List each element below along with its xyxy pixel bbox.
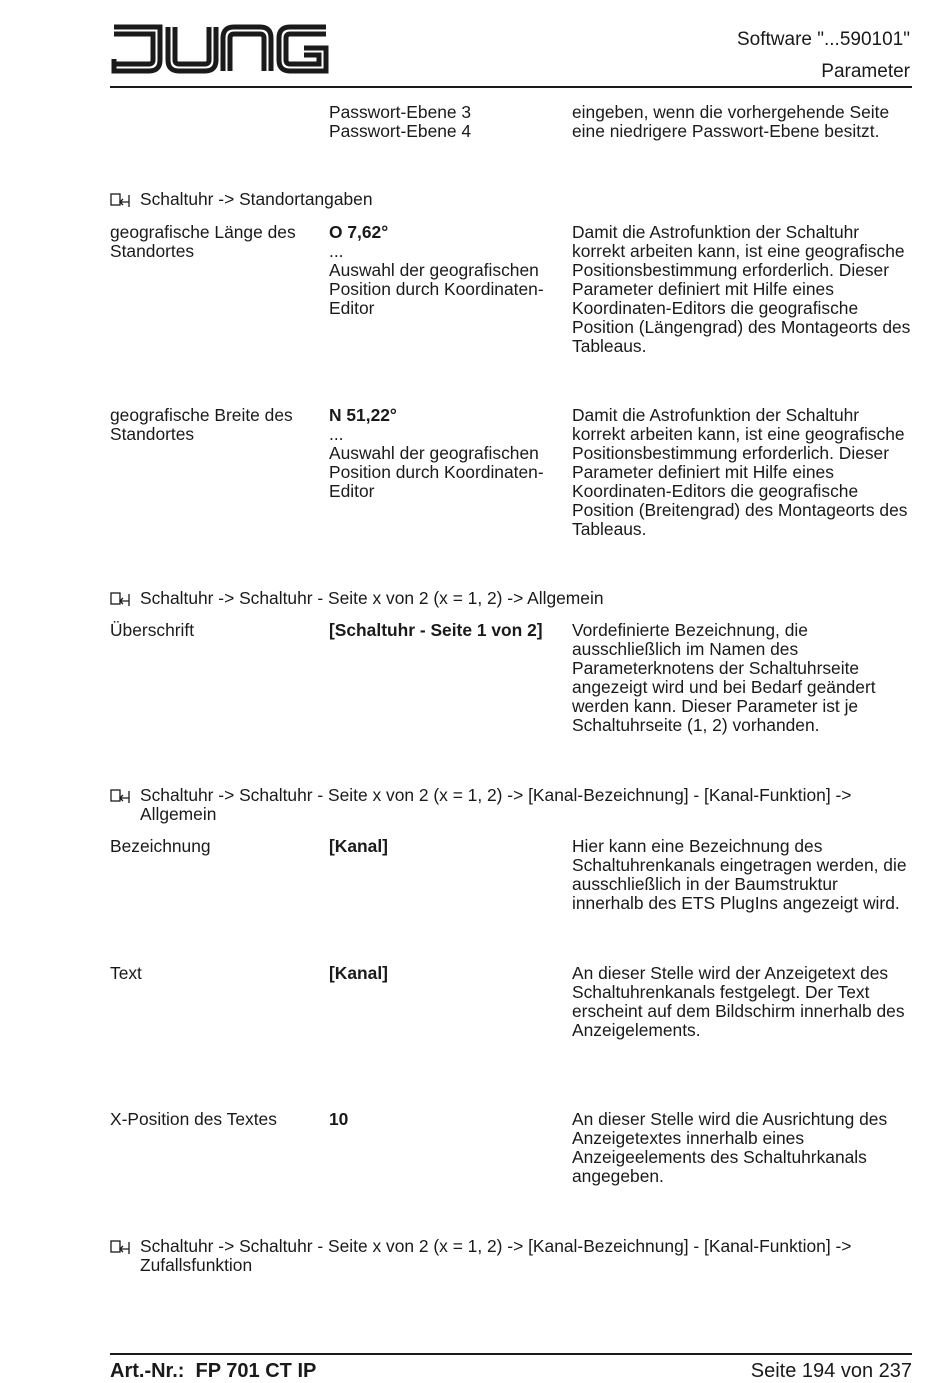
parameter-table bbox=[110, 103, 914, 1275]
default-value: [Kanal] bbox=[329, 963, 388, 983]
table-row bbox=[110, 223, 914, 356]
parameter-name: Text bbox=[110, 963, 142, 983]
default-value: [Schaltuhr - Seite 1 von 2] bbox=[329, 620, 543, 640]
parameter-node-icon bbox=[110, 589, 132, 608]
parameter-node-icon bbox=[110, 1237, 132, 1256]
option-text: ... Auswahl der geografischen Position durch Koordinaten-Editor bbox=[329, 241, 544, 318]
parameter-name: Überschrift bbox=[110, 620, 195, 640]
page-header-info bbox=[737, 24, 910, 88]
page-number: Seite 194 von 237 bbox=[750, 1360, 912, 1382]
parameter-name: X-Position des Textes bbox=[110, 1109, 277, 1129]
jung-logo bbox=[110, 22, 330, 76]
table-row bbox=[110, 1110, 914, 1186]
default-value: O 7,62° bbox=[329, 222, 389, 242]
table-row bbox=[110, 406, 914, 539]
option-text: ... Auswahl der geografischen Position durch Koordinaten-Editor bbox=[329, 424, 544, 501]
default-value: N 51,22° bbox=[329, 405, 397, 425]
section-heading-text: Schaltuhr -> Schaltuhr - Seite x von 2 (x = 1, 2) -> [Kanal-Bezeichnung] - [Kanal-Funktion] -> Allgemein bbox=[140, 785, 852, 824]
parameter-name: geografische Breite des Standortes bbox=[110, 405, 293, 444]
table-row bbox=[110, 964, 914, 1040]
parameter-node-icon bbox=[110, 786, 132, 805]
section-heading bbox=[110, 589, 914, 608]
table-row bbox=[110, 103, 914, 141]
description-text: Damit die Astrofunktion der Schaltuhr korrekt arbeiten kann, ist eine geografische Positionsbestimmung erforderlich. Dieser Parameter definiert mit Hilfe eines Koordinaten-Editors die geografische Position (Längengrad) des Montageorts des Tableaus. bbox=[572, 222, 911, 356]
table-row bbox=[110, 621, 914, 735]
software-version: Software "...590101" bbox=[737, 29, 910, 50]
description-text: Hier kann eine Bezeichnung des Schaltuhrenkanals eingetragen werden, die ausschließlich in der Baumstruktur innerhalb des ETS PlugIns angezeigt wird. bbox=[572, 836, 907, 913]
footer-divider bbox=[110, 1353, 912, 1355]
article-number: Art.-Nr.: FP 701 CT IP bbox=[110, 1360, 317, 1382]
description-text: Damit die Astrofunktion der Schaltuhr korrekt arbeiten kann, ist eine geografische Positionsbestimmung erforderlich. Dieser Parameter definiert mit Hilfe eines Koordinaten-Editors die geografische Position (Breitengrad) des Montageorts des Tableaus. bbox=[572, 405, 908, 539]
section-heading bbox=[110, 1237, 914, 1275]
parameter-node-icon bbox=[110, 190, 132, 209]
description-text: eingeben, wenn die vorhergehende Seite eine niedrigere Passwort-Ebene besitzt. bbox=[572, 102, 890, 141]
section-heading bbox=[110, 190, 914, 209]
header-divider bbox=[110, 86, 912, 88]
description-text: An dieser Stelle wird die Ausrichtung des Anzeigetextes innerhalb eines Anzeigeelements des Schaltuhrkanals angegeben. bbox=[572, 1109, 888, 1186]
section-heading bbox=[110, 786, 914, 824]
option-text: Passwort-Ebene 3 bbox=[329, 102, 472, 122]
default-value: [Kanal] bbox=[329, 836, 388, 856]
header-section-title: Parameter bbox=[821, 61, 910, 82]
description-text: Vordefinierte Bezeichnung, die ausschließlich im Namen des Parameterknotens der Schaltuhrseite angezeigt wird und bei Bedarf geändert werden kann. Dieser Parameter ist je Schaltuhrseite (1, 2) vorhanden. bbox=[572, 620, 876, 735]
default-value: 10 bbox=[329, 1109, 349, 1129]
section-heading-text: Schaltuhr -> Schaltuhr - Seite x von 2 (x = 1, 2) -> [Kanal-Bezeichnung] - [Kanal-Funktion] -> Zufallsfunktion bbox=[140, 1236, 852, 1275]
description-text: An dieser Stelle wird der Anzeigetext des Schaltuhrenkanals festgelegt. Der Text erscheint auf dem Bildschirm innerhalb des Anzeigelements. bbox=[572, 963, 905, 1040]
section-heading-text: Schaltuhr -> Schaltuhr - Seite x von 2 (x = 1, 2) -> Allgemein bbox=[140, 588, 604, 608]
table-row bbox=[110, 837, 914, 913]
option-text: Passwort-Ebene 4 bbox=[329, 121, 472, 141]
section-heading-text: Schaltuhr -> Standortangaben bbox=[140, 189, 373, 209]
parameter-name: Bezeichnung bbox=[110, 836, 211, 856]
parameter-name: geografische Länge des Standortes bbox=[110, 222, 296, 261]
